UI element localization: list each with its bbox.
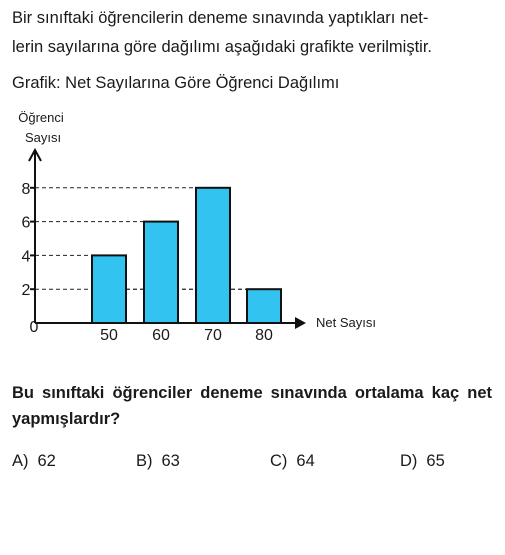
option-d[interactable]	[400, 450, 445, 472]
y-tick-label-2: 2	[21, 282, 31, 300]
option-c-letter: C)	[270, 452, 288, 470]
option-a[interactable]	[12, 450, 56, 472]
x-axis-arrow	[295, 317, 306, 329]
y-tick-label-4: 4	[21, 248, 31, 266]
y-axis-title-line-1: Öğrenci	[18, 110, 64, 125]
option-c-value: 64	[296, 452, 315, 470]
x-tick-label-50: 50	[100, 327, 118, 344]
intro-line-1: Bir sınıftaki öğrencilerin deneme sınavında yaptıkları net-	[12, 9, 429, 27]
bar-chart	[0, 104, 505, 354]
intro-text	[12, 4, 494, 62]
option-a-letter: A)	[12, 452, 29, 470]
x-tick-label-70: 70	[204, 327, 222, 344]
chart-caption: Grafik: Net Sayılarına Göre Öğrenci Dağılımı	[12, 74, 340, 92]
y-tick-label-6: 6	[21, 214, 31, 232]
bar-80	[247, 289, 281, 323]
y-axis-title-line-2: Sayısı	[24, 130, 62, 145]
bar-60	[144, 222, 178, 323]
bar-50	[92, 255, 126, 323]
x-axis-title: Net Sayısı	[316, 315, 376, 330]
option-b-letter: B)	[136, 452, 153, 470]
option-b-value: 63	[161, 452, 180, 470]
option-b[interactable]	[136, 450, 180, 472]
y-tick-label-8: 8	[21, 180, 31, 198]
bar-70	[196, 188, 230, 323]
x-tick-label-60: 60	[152, 327, 170, 344]
x-tick-label-80: 80	[255, 327, 273, 344]
option-c[interactable]	[270, 450, 315, 472]
question-text: Bu sınıftaki öğrenciler deneme sınavında ortalama kaç net yapmışlardır?	[12, 384, 492, 428]
option-d-value: 65	[426, 452, 445, 470]
origin-label: 0	[29, 319, 39, 336]
intro-line-2: lerin sayılarına göre dağılımı aşağıdaki grafikte verilmiştir.	[12, 38, 433, 56]
option-d-letter: D)	[400, 452, 418, 470]
option-a-value: 62	[37, 452, 56, 470]
